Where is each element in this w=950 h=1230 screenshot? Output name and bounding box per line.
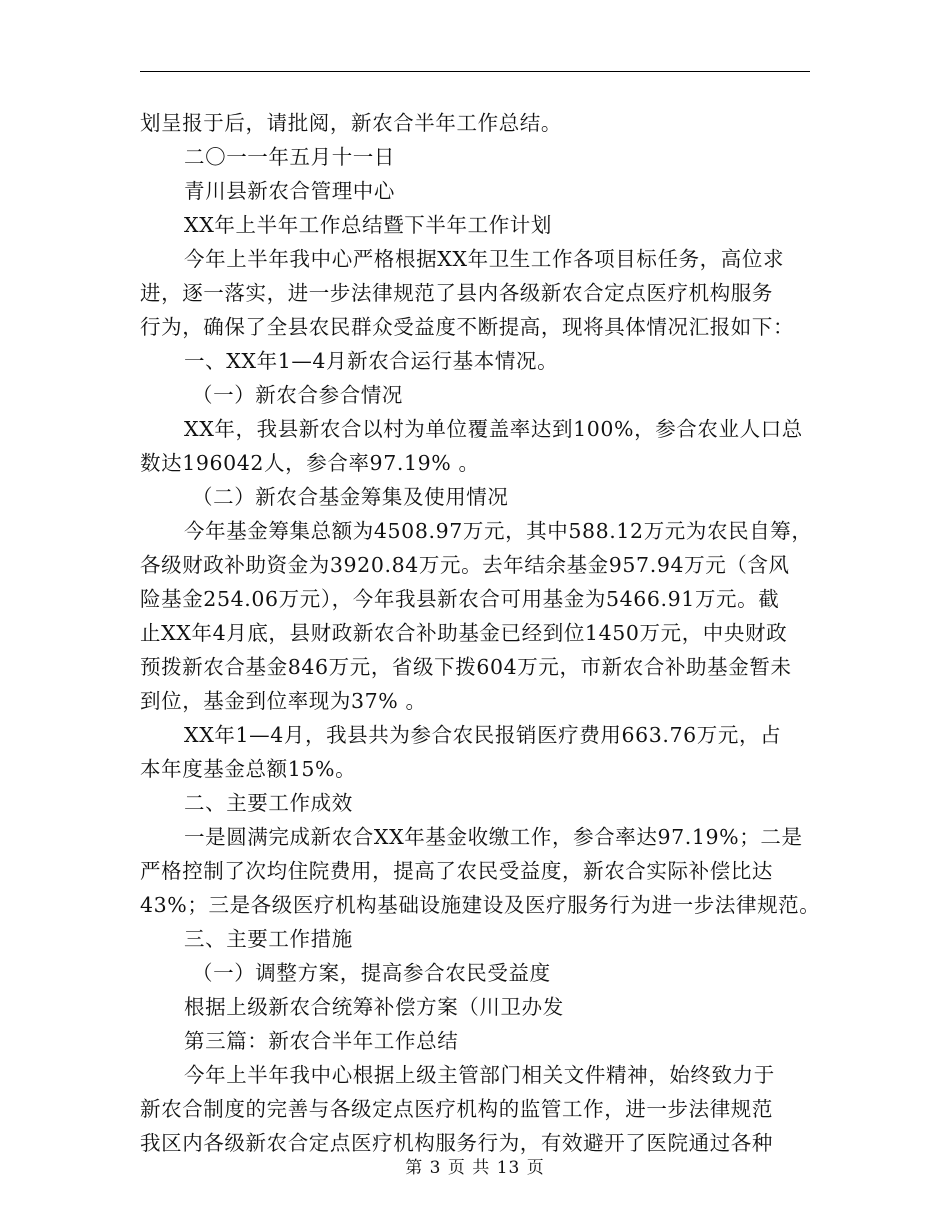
text-line: 根据上级新农合统筹补偿方案（川卫办发 bbox=[184, 995, 564, 1019]
text-line: 各级财政补助资金为3920.84万元。去年结余基金957.94万元（含风 bbox=[140, 553, 790, 577]
text-line: 数达196042人，参合率97.19% 。 bbox=[140, 451, 480, 475]
text-line: XX年1—4月，我县共为参合农民报销医疗费用663.76万元，占 bbox=[184, 723, 782, 747]
text-line: 三、主要工作措施 bbox=[184, 927, 353, 951]
text-line: 二、主要工作成效 bbox=[184, 791, 353, 815]
text-line: 止XX年4月底，县财政新农合补助基金已经到位1450万元，中央财政 bbox=[140, 621, 788, 645]
text-line: XX年，我县新农合以村为单位覆盖率达到100%，参合农业人口总 bbox=[184, 417, 803, 441]
text-line: 今年基金筹集总额为4508.97万元，其中588.12万元为农民自筹， bbox=[184, 519, 813, 543]
text-line: 我区内各级新农合定点医疗机构服务行为，有效避开了医院通过各种 bbox=[140, 1131, 773, 1155]
text-line: 划呈报于后，请批阅，新农合半年工作总结。 bbox=[140, 111, 562, 135]
text-line: （一）新农合参合情况 bbox=[192, 383, 403, 407]
header-rule bbox=[140, 71, 810, 72]
text-line: 严格控制了次均住院费用，提高了农民受益度，新农合实际补偿比达 bbox=[140, 859, 773, 883]
text-line: 预拨新农合基金846万元，省级下拨604万元，市新农合补助基金暂未 bbox=[140, 655, 792, 679]
text-line: 二〇一一年五月十一日 bbox=[184, 145, 395, 169]
text-line: 今年上半年我中心根据上级主管部门相关文件精神，始终致力于 bbox=[184, 1063, 775, 1087]
text-line: 进，逐一落实，进一步法律规范了县内各级新农合定点医疗机构服务 bbox=[140, 281, 773, 305]
text-line: 新农合制度的完善与各级定点医疗机构的监管工作，进一步法律规范 bbox=[140, 1097, 773, 1121]
text-line: 青川县新农合管理中心 bbox=[184, 179, 395, 203]
text-line: 第三篇：新农合半年工作总结 bbox=[184, 1029, 459, 1053]
text-line: 行为，确保了全县农民群众受益度不断提高，现将具体情况汇报如下： bbox=[140, 315, 795, 339]
text-line: 今年上半年我中心严格根据XX年卫生工作各项目标任务，高位求 bbox=[184, 247, 785, 271]
text-line: （一）调整方案，提高参合农民受益度 bbox=[192, 961, 551, 985]
text-line: 一、XX年1—4月新农合运行基本情况。 bbox=[184, 349, 559, 373]
document-body bbox=[140, 106, 820, 1160]
text-line: 险基金254.06万元），今年我县新农合可用基金为5466.91万元。截 bbox=[140, 587, 780, 611]
text-line: 到位，基金到位率现为37% 。 bbox=[140, 689, 427, 713]
text-line: 本年度基金总额15%。 bbox=[140, 757, 357, 781]
text-line: 43%；三是各级医疗机构基础设施建设及医疗服务行为进一步法律规范。 bbox=[140, 893, 821, 917]
page-number: 第 3 页 共 13 页 bbox=[405, 1158, 545, 1178]
text-line: 一是圆满完成新农合XX年基金收缴工作，参合率达97.19%；二是 bbox=[184, 825, 803, 849]
text-line: （二）新农合基金筹集及使用情况 bbox=[192, 485, 509, 509]
text-line: XX年上半年工作总结暨下半年工作计划 bbox=[184, 213, 552, 237]
